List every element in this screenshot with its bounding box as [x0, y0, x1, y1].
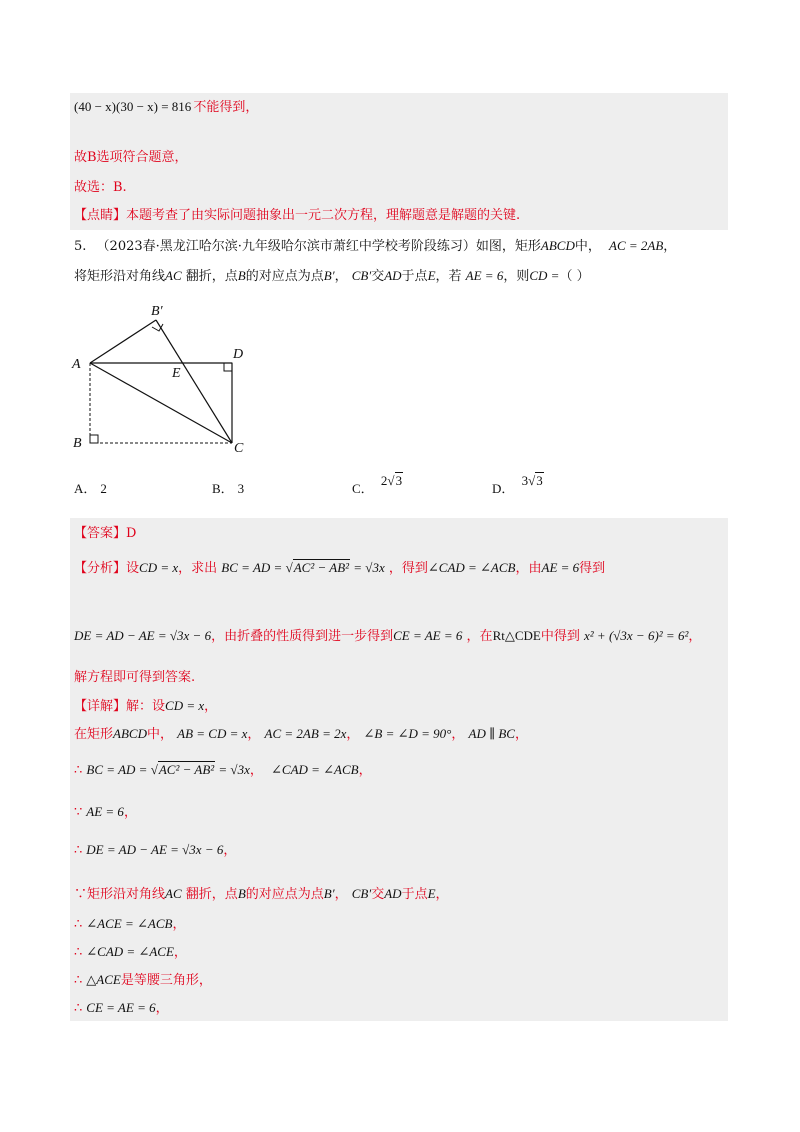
label-b-prime: B′: [151, 304, 163, 319]
answer-line: 【答案】D: [74, 526, 137, 541]
detail-line-2: 在矩形ABCD中， AB = CD = x， AC = 2AB = 2x， ∠B = ∠D = 90°， AD ∥ BC，: [74, 726, 528, 742]
detail-line-3: ∴ BC = AD = √AC² − AB² = √3x， ∠CAD = ∠ACB，: [74, 762, 372, 778]
detail-line-5: ∴ DE = AD − AE = √3x − 6，: [74, 842, 237, 858]
analysis-line-2: DE = AD − AE = √3x − 6，由折叠的性质得到进一步得到CE = AE = 6 ，在Rt△CDE中得到 x² + (√3x − 6)² = 6²，: [74, 628, 702, 644]
detail-line-1: 【详解】解：设CD = x，: [74, 698, 218, 714]
right-angle-b-prime: [152, 324, 163, 331]
label-b: B: [73, 436, 82, 451]
prev-comment: 【点睛】本题考查了由实际问题抽象出一元二次方程，理解题意是解题的关键.: [74, 208, 521, 223]
diagonal-ac: [90, 363, 232, 443]
detail-line-10: ∴ CE = AE = 6，: [74, 1000, 169, 1016]
option-a[interactable]: A． 2: [74, 481, 107, 496]
right-angle-b: [90, 435, 98, 443]
question-line-2: 将矩形沿对角线AC 翻折，点B的对应点为点B′， CB′交AD于点E，若 AE = 6，则CD =（ ）: [74, 268, 590, 284]
segment-ab-prime: [90, 320, 156, 363]
analysis-line-3: 解方程即可得到答案.: [74, 670, 196, 685]
detail-line-4: ∵ AE = 6，: [74, 804, 137, 820]
label-e: E: [172, 366, 181, 381]
prev-conclusion: 故B选项符合题意，: [74, 150, 188, 165]
option-d[interactable]: D． 3√3: [492, 473, 543, 496]
detail-line-8: ∴ ∠CAD = ∠ACE，: [74, 944, 187, 960]
option-b[interactable]: B． 3: [212, 481, 245, 496]
detail-line-6: ∵矩形沿对角线AC 翻折，点B的对应点为点B′， CB′交AD于点E，: [74, 886, 449, 902]
label-c: C: [234, 441, 244, 456]
question-line-1: 5. （2023春·黑龙江哈尔滨·九年级哈尔滨市萧红中学校考阶段练习）如图，矩形ABCD中， AC = 2AB，: [74, 238, 677, 254]
right-angle-d: [224, 363, 232, 371]
detail-line-7: ∴ ∠ACE = ∠ACB，: [74, 916, 186, 932]
label-d: D: [233, 347, 244, 362]
analysis-line-1: 【分析】设CD = x，求出 BC = AD = √AC² − AB² = √3x ，得到∠CAD = ∠ACB，由AE = 6得到: [74, 560, 606, 576]
prev-equation-line: (40 − x)(30 − x) = 816 不能得到，: [74, 99, 259, 115]
detail-line-9: ∴ △ACE是等腰三角形，: [74, 972, 212, 988]
rectangle-fold-figure: [68, 298, 298, 473]
segment-b-prime-c: [156, 320, 232, 443]
label-a: A: [72, 357, 81, 372]
option-c[interactable]: C． 2√3: [352, 473, 403, 496]
prev-choose: 故选：B.: [74, 180, 127, 195]
